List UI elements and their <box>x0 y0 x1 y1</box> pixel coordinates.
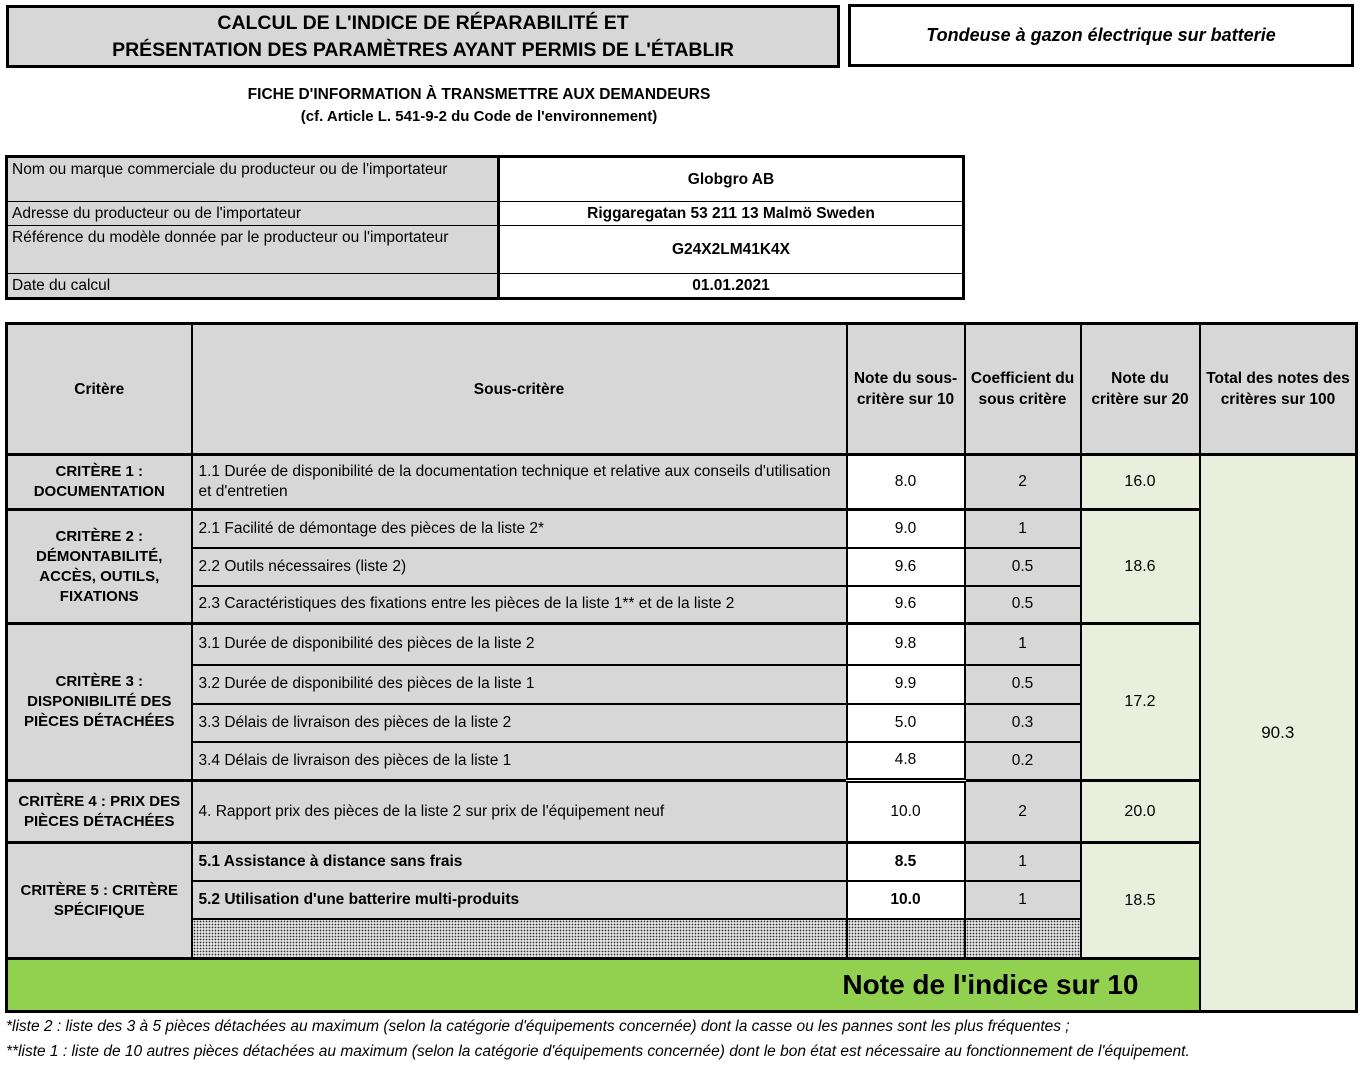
score-table <box>5 322 1358 1013</box>
calc-date-label: Date du calcul <box>7 274 499 299</box>
note-3-1-cell: 9.8 <box>847 624 965 665</box>
note-1-1-cell: 8.0 <box>847 455 965 510</box>
subcriterion-3-2-cell: 3.2 Durée de disponibilité des pièces de la liste 1 <box>192 665 847 704</box>
subtitle-line2: (cf. Article L. 541-9-2 du Code de l'environnement) <box>300 108 658 125</box>
empty-hatched-note-cell <box>847 919 965 959</box>
producer-info-table <box>5 155 965 300</box>
coef-3-4-cell: 0.2 <box>965 742 1081 781</box>
producer-name-label: Nom ou marque commerciale du producteur ou de l'importateur <box>7 157 499 202</box>
header-note-critere-20: Note du critère sur 20 <box>1081 324 1200 455</box>
footnotes <box>6 1014 1354 1064</box>
document-title-line2: PRÉSENTATION DES PARAMÈTRES AYANT PERMIS DE L'ÉTABLIR <box>112 38 734 61</box>
model-reference-value: G24X2LM41K4X <box>499 226 964 274</box>
header-note-sous-critere: Note du sous-critère sur 10 <box>847 324 965 455</box>
note-2-3-cell: 9.6 <box>847 586 965 624</box>
producer-name-row <box>7 157 964 202</box>
coef-2-2-cell: 0.5 <box>965 548 1081 586</box>
note-5-2-cell: 10.0 <box>847 881 965 919</box>
note-2-1-cell: 9.0 <box>847 510 965 548</box>
note-3-3-cell: 5.0 <box>847 704 965 742</box>
coef-5-1-cell: 1 <box>965 843 1081 881</box>
producer-address-row <box>7 202 964 226</box>
table-row <box>7 843 1357 881</box>
header-total-100: Total des notes des critères sur 100 <box>1200 324 1357 455</box>
criterion-2-cell: CRITÈRE 2 : DÉMONTABILITÉ, ACCÈS, OUTILS, FIXATIONS <box>7 510 192 624</box>
model-reference-label: Référence du modèle donnée par le producteur ou l'importateur <box>7 226 499 274</box>
document-title <box>6 5 840 68</box>
index-label: Note de l'indice sur 10 <box>7 959 1200 1012</box>
producer-address-value: Riggaregatan 53 211 13 Malmö Sweden <box>499 202 964 226</box>
note-4-cell: 10.0 <box>847 781 965 843</box>
subtitle-line1: FICHE D'INFORMATION À TRANSMETTRE AUX DEMANDEURS <box>247 86 711 103</box>
criterion-4-cell: CRITÈRE 4 : PRIX DES PIÈCES DÉTACHÉES <box>7 781 192 843</box>
empty-hatched-coef-cell <box>965 919 1081 959</box>
subcriterion-2-2-cell: 2.2 Outils nécessaires (liste 2) <box>192 548 847 586</box>
producer-address-label: Adresse du producteur ou de l'importateur <box>7 202 499 226</box>
subcriterion-3-1-cell: 3.1 Durée de disponibilité des pièces de la liste 2 <box>192 624 847 665</box>
coef-3-2-cell: 0.5 <box>965 665 1081 704</box>
subcriterion-5-2-cell: 5.2 Utilisation d'une batterire multi-produits <box>192 881 847 919</box>
note-5-1-cell: 8.5 <box>847 843 965 881</box>
note-3-2-cell: 9.9 <box>847 665 965 704</box>
producer-name-value: Globgro AB <box>499 157 964 202</box>
subcriterion-2-3-cell: 2.3 Caractéristiques des fixations entre les pièces de la liste 1** et de la liste 2 <box>192 586 847 624</box>
header-sous-critere: Sous-critère <box>192 324 847 455</box>
note20-criterion-1-cell: 16.0 <box>1081 455 1200 510</box>
note-2-2-cell: 9.6 <box>847 548 965 586</box>
document-title-line1: CALCUL DE L'INDICE DE RÉPARABILITÉ ET <box>217 11 629 34</box>
table-row <box>7 510 1357 548</box>
product-category-label: Tondeuse à gazon électrique sur batterie <box>926 25 1276 45</box>
note-3-4-cell: 4.8 <box>847 742 965 781</box>
total-sur-100-cell: 90.3 <box>1200 455 1357 1012</box>
calc-date-value: 01.01.2021 <box>499 274 964 299</box>
note20-criterion-2-cell: 18.6 <box>1081 510 1200 624</box>
coef-2-3-cell: 0.5 <box>965 586 1081 624</box>
coef-5-2-cell: 1 <box>965 881 1081 919</box>
table-row <box>7 781 1357 843</box>
criterion-5-cell: CRITÈRE 5 : CRITÈRE SPÉCIFIQUE <box>7 843 192 959</box>
footnote-liste-2: *liste 2 : liste des 3 à 5 pièces détachées au maximum (selon la catégorie d'équipements concernée) dont la casse ou les pannes sont les plus fréquentes ; <box>6 1018 1070 1035</box>
header-critere: Critère <box>7 324 192 455</box>
coef-3-3-cell: 0.3 <box>965 704 1081 742</box>
table-row <box>7 455 1357 510</box>
coef-1-1-cell: 2 <box>965 455 1081 510</box>
header-coefficient: Coefficient du sous critère <box>965 324 1081 455</box>
subcriterion-5-1-cell: 5.1 Assistance à distance sans frais <box>192 843 847 881</box>
note20-criterion-5-cell: 18.5 <box>1081 843 1200 959</box>
note20-criterion-3-cell: 17.2 <box>1081 624 1200 781</box>
product-category-box <box>848 4 1354 67</box>
subcriterion-1-1-cell: 1.1 Durée de disponibilité de la documentation technique et relative aux conseils d'utilisation et d'entretien <box>192 455 847 510</box>
model-reference-row <box>7 226 964 274</box>
subcriterion-4-cell: 4. Rapport prix des pièces de la liste 2 sur prix de l'équipement neuf <box>192 781 847 843</box>
coef-3-1-cell: 1 <box>965 624 1081 665</box>
subcriterion-3-4-cell: 3.4 Délais de livraison des pièces de la liste 1 <box>192 742 847 781</box>
score-table-header-row <box>7 324 1357 455</box>
calc-date-row <box>7 274 964 299</box>
repairability-index-row <box>7 959 1357 1012</box>
footnote-liste-1: **liste 1 : liste de 10 autres pièces détachées au maximum (selon la catégorie d'équipements concernée) dont le bon état est nécessaire au fonctionnement de l'équipement. <box>6 1043 1190 1060</box>
document-subtitle <box>0 86 958 125</box>
table-row <box>7 624 1357 665</box>
coef-4-cell: 2 <box>965 781 1081 843</box>
coef-2-1-cell: 1 <box>965 510 1081 548</box>
subcriterion-2-1-cell: 2.1 Facilité de démontage des pièces de la liste 2* <box>192 510 847 548</box>
empty-hatched-subcriterion-cell <box>192 919 847 959</box>
note20-criterion-4-cell: 20.0 <box>1081 781 1200 843</box>
criterion-3-cell: CRITÈRE 3 : DISPONIBILITÉ DES PIÈCES DÉTACHÉES <box>7 624 192 781</box>
criterion-1-cell: CRITÈRE 1 : DOCUMENTATION <box>7 455 192 510</box>
subcriterion-3-3-cell: 3.3 Délais de livraison des pièces de la liste 2 <box>192 704 847 742</box>
